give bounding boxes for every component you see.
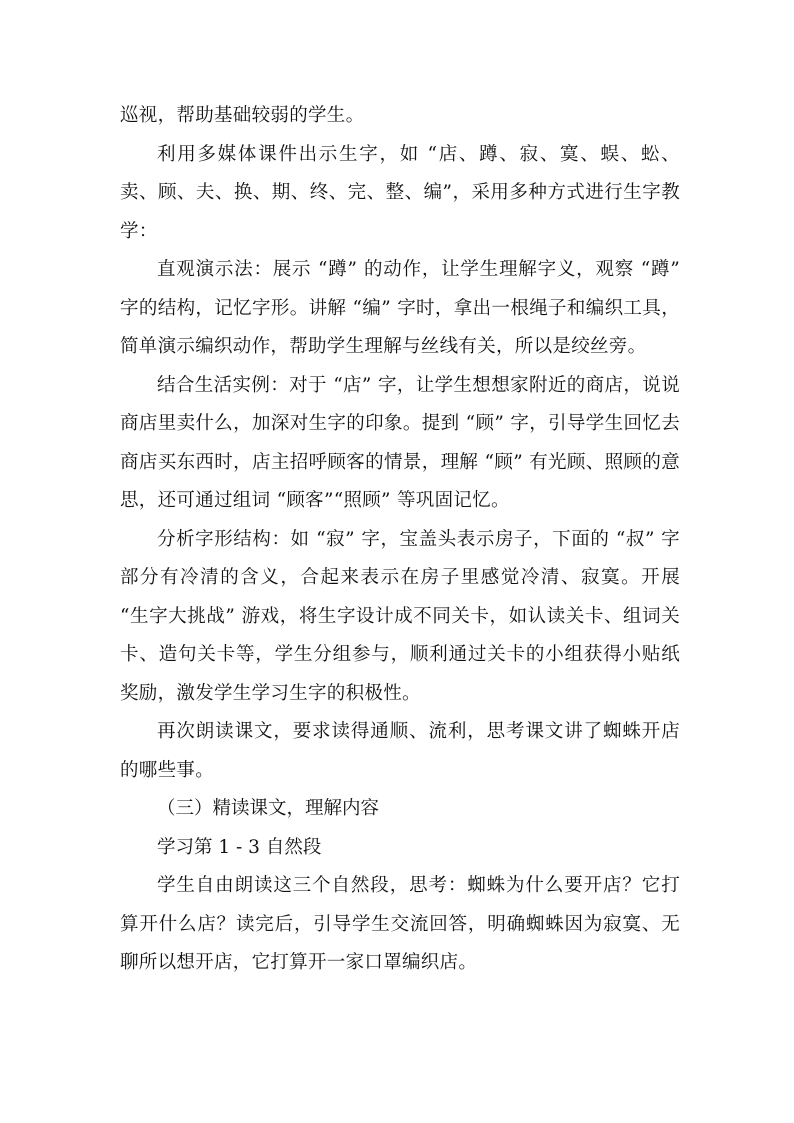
paragraph-new-characters-intro: 利用多媒体课件出示生字，如 “店、蹲、寂、寞、蜈、蚣、卖、顾、夫、换、期、终、完、整、编”，采用多种方式进行生字教学： (120, 143, 680, 242)
section-heading-close-reading: （三）精读课文，理解内容 (157, 798, 380, 819)
paragraph-life-examples: 结合生活实例：对于 “店” 字，让学生想想家附近的商店，说说商店里卖什么，加深对生字的印象。提到 “顾” 字，引导学生回忆去商店买东西时，店主招呼顾客的情景，理解 “顾” 有光顾、照顾的意思，还可通过组词 “顾客”“照顾” 等巩固记忆。 (120, 374, 680, 511)
paragraph-demonstration-method: 直观演示法：展示 “蹲” 的动作，让学生理解字义，观察 “蹲” 字的结构，记忆字形。讲解 “编” 字时，拿出一根绳子和编织工具，简单演示编织动作，帮助学生理解与丝线有关，所以是绞丝旁。 (120, 259, 680, 357)
document-body (120, 97, 680, 983)
subsection-heading-paragraphs-1-3: 学习第 1 - 3 自然段 (157, 836, 322, 858)
paragraph-free-reading: 学生自由朗读这三个自然段，思考：蜘蛛为什么要开店？它打算开什么店？读完后，引导学生交流回答，明确蜘蛛因为寂寞、无聊所以想开店，它打算开一家口罩编织店。 (120, 875, 680, 973)
paragraph-reread-text: 再次朗读课文，要求读得通顺、流利，思考课文讲了蜘蛛开店的哪些事。 (120, 721, 680, 781)
paragraph-continuation: 巡视，帮助基础较弱的学生。 (120, 105, 365, 126)
paragraph-structure-analysis: 分析字形结构：如 “寂” 字，宝盖头表示房子，下面的 “叔” 字部分有冷清的含义，合起来表示在房子里感觉冷清、寂寞。开展 “生字大挑战” 游戏，将生字设计成不同关卡，如认读关卡、组词关卡、造句关卡等，学生分组参与，顺利通过关卡的小组获得小贴纸奖励，激发学生学习生字的积极性。 (120, 528, 680, 704)
